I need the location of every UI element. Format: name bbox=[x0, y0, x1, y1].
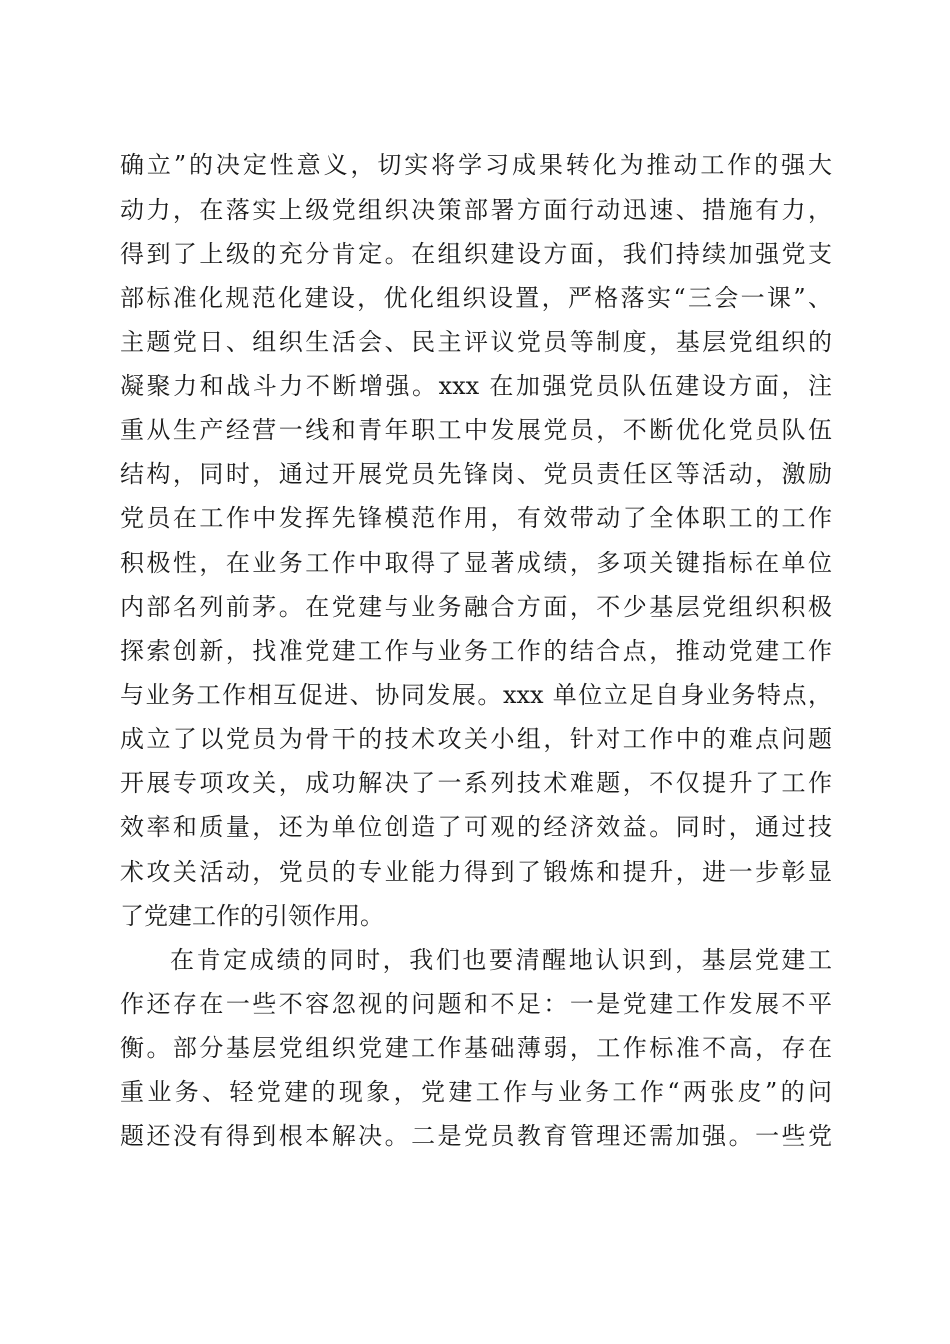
paragraph-2-line-4: 重业务、轻党建的现象，党建工作与业务工作“两张皮”的问 bbox=[120, 1078, 832, 1106]
paragraph-2-line-1: 在肯定成绩的同时，我们也要清醒地认识到，基层党建工 bbox=[170, 946, 832, 974]
paragraph-1-line-7: 重从生产经营一线和青年职工中发展党员，不断优化党员队伍 bbox=[120, 416, 832, 444]
paragraph-1-line-14: 成立了以党员为骨干的技术攻关小组，针对工作中的难点问题 bbox=[120, 725, 832, 753]
paragraph-1-line-1: 确立”的决定性意义，切实将学习成果转化为推动工作的强大 bbox=[120, 151, 832, 179]
paragraph-1-line-16: 效率和质量，还为单位创造了可观的经济效益。同时，通过技 bbox=[120, 813, 832, 841]
paragraph-1-line-17: 术攻关活动，党员的专业能力得到了锻炼和提升，进一步彰显 bbox=[120, 858, 832, 886]
paragraph-1-line-5: 主题党日、组织生活会、民主评议党员等制度，基层党组织的 bbox=[120, 328, 832, 356]
paragraph-1-line-6: 凝聚力和战斗力不断增强。xxx 在加强党员队伍建设方面，注 bbox=[120, 372, 832, 400]
paragraph-1-line-4: 部标准化规范化建设，优化组织设置，严格落实“三会一课”、 bbox=[120, 284, 832, 312]
paragraph-2-line-2: 作还存在一些不容忽视的问题和不足：一是党建工作发展不平 bbox=[120, 990, 832, 1018]
paragraph-1-line-10: 积极性，在业务工作中取得了显著成绩，多项关键指标在单位 bbox=[120, 549, 832, 577]
paragraph-1-line-8: 结构，同时，通过开展党员先锋岗、党员责任区等活动，激励 bbox=[120, 460, 832, 488]
paragraph-1-line-9: 党员在工作中发挥先锋模范作用，有效带动了全体职工的工作 bbox=[120, 504, 832, 532]
paragraph-2-line-3: 衡。部分基层党组织党建工作基础薄弱，工作标准不高，存在 bbox=[120, 1034, 832, 1062]
paragraph-1-line-18: 了党建工作的引领作用。 bbox=[120, 902, 384, 930]
paragraph-1-line-13: 与业务工作相互促进、协同发展。xxx 单位立足自身业务特点， bbox=[120, 681, 832, 709]
paragraph-2-line-5: 题还没有得到根本解决。二是党员教育管理还需加强。一些党 bbox=[120, 1122, 832, 1150]
paragraph-1-line-15: 开展专项攻关，成功解决了一系列技术难题，不仅提升了工作 bbox=[120, 769, 832, 797]
paragraph-1-line-12: 探索创新，找准党建工作与业务工作的结合点，推动党建工作 bbox=[120, 637, 832, 665]
paragraph-1-line-2: 动力，在落实上级党组织决策部署方面行动迅速、措施有力， bbox=[120, 196, 832, 224]
paragraph-1-line-3: 得到了上级的充分肯定。在组织建设方面，我们持续加强党支 bbox=[120, 240, 832, 268]
paragraph-1-line-11: 内部名列前茅。在党建与业务融合方面，不少基层党组织积极 bbox=[120, 593, 832, 621]
